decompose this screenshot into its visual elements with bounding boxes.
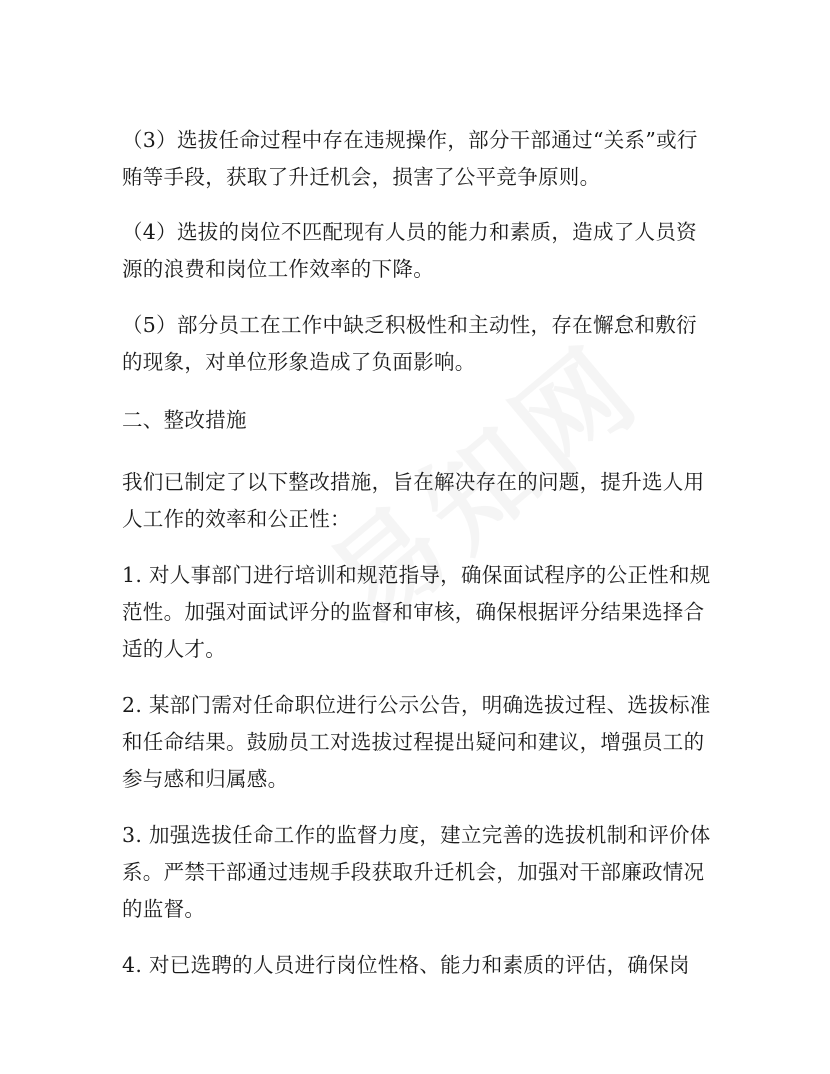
section-heading-rectification: 二、整改措施 — [122, 408, 247, 432]
paragraph-measure-3: 3. 加强选拔任命工作的监督力度，建立完善的选拔机制和评价体系。严禁干部通过违规手段获取升迁机会，加强对干部廉政情况的监督。 — [122, 823, 711, 921]
paragraph-issue-5: （5）部分员工在工作中缺乏积极性和主动性，存在懈怠和敷衍的现象，对单位形象造成了负面影响。 — [122, 313, 697, 374]
paragraph-measure-1: 1. 对人事部门进行培训和规范指导，确保面试程序的公正性和规范性。加强对面试评分的监督和审核，确保根据评分结果选择合适的人才。 — [122, 563, 711, 661]
paragraph-intro: 我们已制定了以下整改措施，旨在解决存在的问题，提升选人用人工作的效率和公正性： — [122, 470, 705, 531]
paragraph-issue-3: （3）选拔任命过程中存在违规操作，部分干部通过“关系”或行贿等手段，获取了升迁机会，损害了公平竞争原则。 — [122, 128, 698, 189]
paragraph-measure-2: 2. 某部门需对任命职位进行公示公告，明确选拔过程、选拔标准和任命结果。鼓励员工对选拔过程提出疑问和建议，增强员工的参与感和归属感。 — [122, 693, 711, 791]
paragraph-measure-4: 4. 对已选聘的人员进行岗位性格、能力和素质的评估，确保岗 — [122, 953, 690, 977]
paragraph-issue-4: （4）选拔的岗位不匹配现有人员的能力和素质，造成了人员资源的浪费和岗位工作效率的下降。 — [122, 220, 697, 281]
